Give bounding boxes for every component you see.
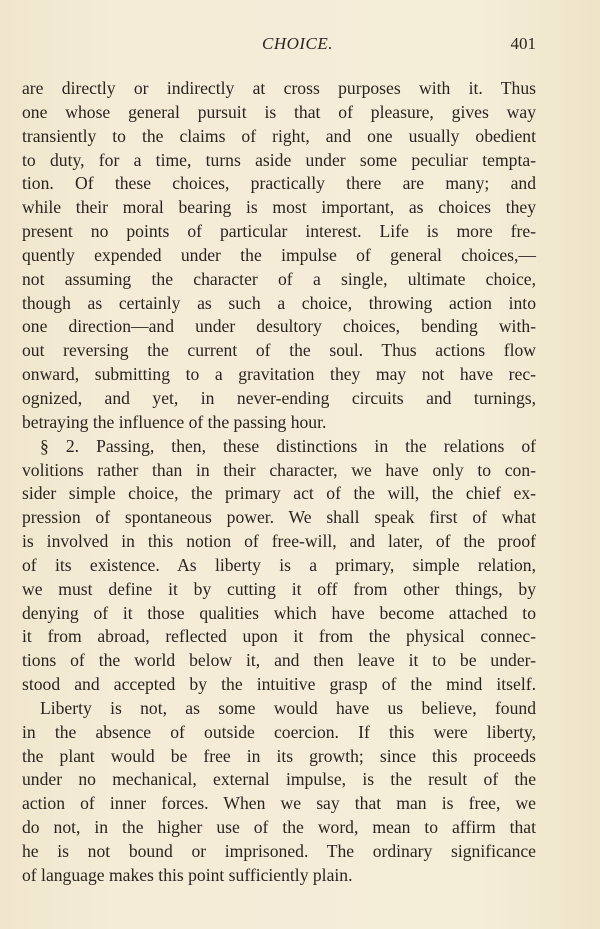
text-line: to duty, for a time, turns aside under some peculiar tempta- <box>22 149 536 170</box>
text-line: transiently to the claims of right, and one usually obedient <box>22 125 536 146</box>
page-header <box>22 34 536 58</box>
text-line: one whose general pursuit is that of pleasure, gives way <box>22 101 536 122</box>
text-line: pression of spontaneous power. We shall speak first of what <box>22 507 536 528</box>
text-line: onward, submitting to a gravitation they may not have rec- <box>22 364 536 385</box>
text-line: it from abroad, reflected upon it from the physical connec- <box>22 626 536 647</box>
text-line: betraying the influence of the passing hour. <box>22 411 327 432</box>
text-line: action of inner forces. When we say that man is free, we <box>22 793 536 814</box>
text-line: is involved in this notion of free-will, and later, of the proof <box>22 531 536 552</box>
paragraph <box>22 697 536 888</box>
text-line: while their moral bearing is most important, as choices they <box>22 197 536 218</box>
text-line: though as certainly as such a choice, throwing action into <box>22 292 536 313</box>
text-line: quently expended under the impulse of general choices,— <box>22 244 536 265</box>
text-line: denying of it those qualities which have become attached to <box>22 602 536 623</box>
text-line: not assuming the character of a single, ultimate choice, <box>22 268 536 289</box>
paragraph <box>22 77 536 435</box>
running-title: CHOICE. <box>262 34 334 53</box>
text-line: tions of the world below it, and then leave it to be under- <box>22 650 536 671</box>
page-body <box>22 77 536 888</box>
paragraph <box>22 435 536 697</box>
text-line: out reversing the current of the soul. Thus actions flow <box>22 340 536 361</box>
text-line: he is not bound or imprisoned. The ordinary significance <box>22 841 536 861</box>
text-line: Liberty is not, as some would have us believe, found <box>40 697 536 718</box>
text-line: of its existence. As liberty is a primary, simple relation, <box>22 554 536 575</box>
text-line: are directly or indirectly at cross purposes with it. Thus <box>22 78 536 98</box>
text-line: § 2. Passing, then, these distinctions in the relations of <box>40 435 536 456</box>
text-line: ognized, and yet, in never-ending circuits and turnings, <box>22 387 536 408</box>
text-line: in the absence of outside coercion. If this were liberty, <box>22 721 536 742</box>
text-line: do not, in the higher use of the word, mean to affirm that <box>22 817 536 838</box>
text-line: one direction—and under desultory choices, bending with- <box>22 316 536 337</box>
text-line: the plant would be free in its growth; since this proceeds <box>22 745 536 766</box>
text-line: present no points of particular interest. Life is more fre- <box>22 221 536 242</box>
text-line: stood and accepted by the intuitive grasp of the mind itself. <box>22 674 536 695</box>
text-line: sider simple choice, the primary act of the will, the chief ex- <box>22 483 536 504</box>
text-line: we must define it by cutting it off from other things, by <box>22 578 536 599</box>
text-line: under no mechanical, external impulse, is the result of the <box>22 769 536 790</box>
page-number: 401 <box>510 34 536 53</box>
text-line: volitions rather than in their character, we have only to con- <box>22 459 536 480</box>
text-line: tion. Of these choices, practically there are many; and <box>22 173 536 194</box>
text-line: of language makes this point sufficiently plain. <box>22 864 353 885</box>
